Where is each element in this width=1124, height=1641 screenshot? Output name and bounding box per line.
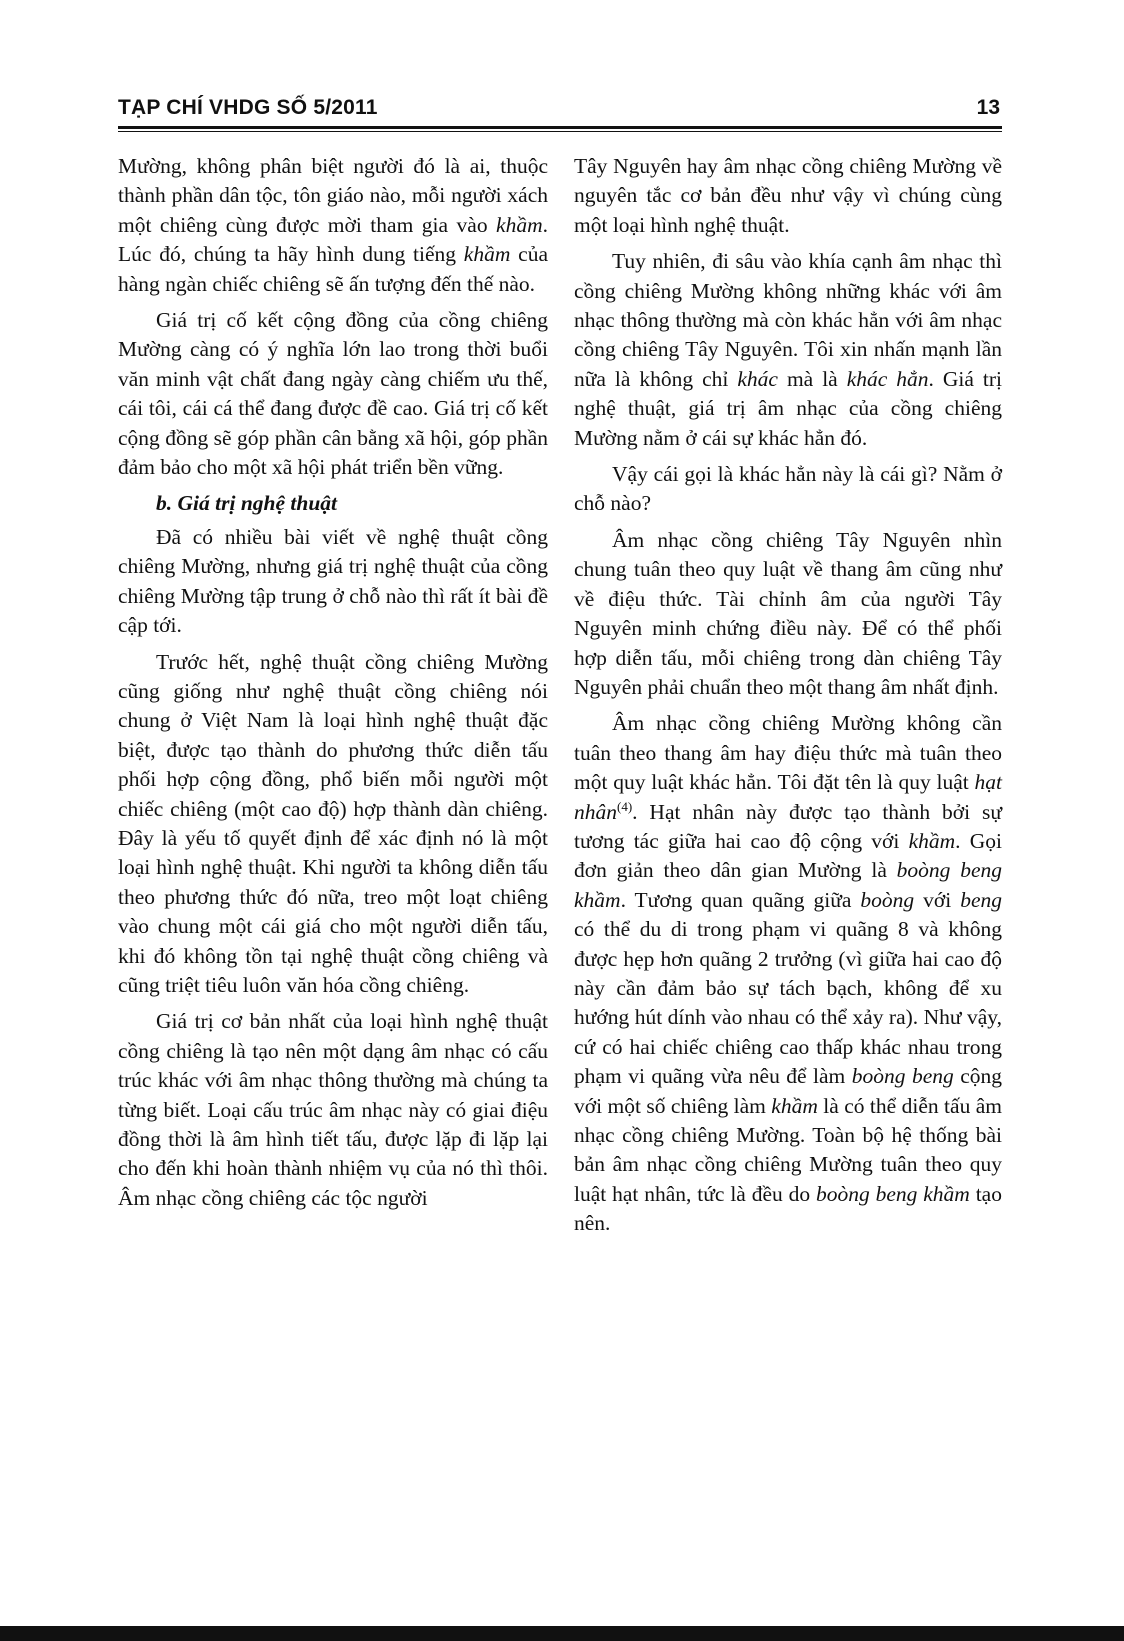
- paragraph: Tuy nhiên, đi sâu vào khía cạnh âm nhạc thì cồng chiêng Mường không những khác với âm nhạc thông thường mà còn khác hẳn với âm nhạc cồng chiêng Tây Nguyên. Tôi xin nhấn mạnh lần nữa là không chỉ khác mà là khác hẳn. Giá trị nghệ thuật, giá trị âm nhạc của cồng chiêng Mường nằm ở cái sự khác hẳn đó.: [574, 249, 1002, 450]
- right-column: [574, 152, 1002, 1246]
- left-column: [118, 152, 548, 1220]
- paragraph: Âm nhạc cồng chiêng Mường không cần tuân theo thang âm hay điệu thức mà tuân theo một quy luật khác hẳn. Tôi đặt tên là quy luật hạt nhân$^{(4)}$. Hạt nhân này được tạo thành bởi sự tương tác giữa hai cao độ cộng với khầm. Gọi đơn giản theo dân gian Mường là boòng beng khầm. Tương quan quãng giữa boòng với beng có thể du di trong phạm vi quãng 8 và không được hẹp hơn quãng 2 trưởng (vì giữa hai cao độ này cần đảm bảo sự tách bạch, không để xu hướng hút dính vào nhau có thể xảy ra). Như vậy, cứ có hai chiếc chiêng cao thấp khác nhau trong phạm vi quãng vừa nêu để làm boòng beng cộng với một số chiêng làm khầm là có thể diễn tấu âm nhạc cồng chiêng Mường. Toàn bộ hệ thống bài bản âm nhạc cồng chiêng Mường tuân theo quy luật hạt nhân, tức là đều do boòng beng khầm tạo nên.: [574, 711, 1002, 1236]
- footnote-ref: (4): [617, 798, 633, 814]
- page-number: 13: [976, 96, 1000, 119]
- paragraph: Trước hết, nghệ thuật cồng chiêng Mường cũng giống như nghệ thuật cồng chiêng nói chung ở Việt Nam là loại hình nghệ thuật đặc biệt, được tạo thành do phương thức diễn tấu phối hợp cộng đồng, phổ biến mỗi người một chiếc chiêng (một cao độ) hợp thành dàn chiêng. Đây là yếu tố quyết định để xác định nó là một loại hình nghệ thuật. Khi người ta không diễn tấu theo phương thức đó nữa, treo một loạt chiêng vào chung một cái giá cho một người diễn tấu, khi đó không tồn tại nghệ thuật cồng chiêng và cũng triệt tiêu luôn văn hóa cồng chiêng.: [118, 649, 548, 997]
- section-heading: b. Giá trị nghệ thuật: [156, 491, 338, 516]
- header-rule-thin: [118, 131, 1002, 132]
- paragraph: Mường, không phân biệt người đó là ai, thuộc thành phần dân tộc, tôn giáo nào, mỗi người xách một chiêng cùng được mời tham gia vào khầm. Lúc đó, chúng ta hãy hình dung tiếng khầm của hàng ngàn chiếc chiêng sẽ ấn tượng đến thế nào.: [118, 154, 548, 296]
- journal-title: TẠP CHÍ VHDG SỐ 5/2011: [118, 96, 378, 119]
- header-rule-thick: [118, 126, 1002, 129]
- scan-edge-band: [0, 1626, 1124, 1641]
- paragraph: Giá trị cố kết cộng đồng của cồng chiêng Mường càng có ý nghĩa lớn lao trong thời buổi văn minh vật chất đang ngày càng chiếm ưu thế, cái tôi, cái cá thể đang được đề cao. Giá trị cố kết cộng đồng sẽ góp phần cân bằng xã hội, góp phần đảm bảo cho một xã hội phát triển bền vững.: [118, 308, 548, 480]
- paragraph: Giá trị cơ bản nhất của loại hình nghệ thuật cồng chiêng là tạo nên một dạng âm nhạc có cấu trúc khác với âm nhạc thông thường mà chúng ta từng biết. Loại cấu trúc âm nhạc này có giai điệu đồng thời là âm hình tiết tấu, được lặp đi lặp lại cho đến khi hoàn thành nhiệm vụ của nó thì thôi. Âm nhạc cồng chiêng các tộc người: [118, 1009, 548, 1210]
- paragraph: Đã có nhiều bài viết về nghệ thuật cồng chiêng Mường, nhưng giá trị nghệ thuật của cồng chiêng Mường tập trung ở chỗ nào thì rất ít bài đề cập tới.: [118, 524, 548, 638]
- paragraph: Vậy cái gọi là khác hẳn này là cái gì? Nằm ở chỗ nào?: [574, 462, 1002, 516]
- paragraph: Tây Nguyên hay âm nhạc cồng chiêng Mường về nguyên tắc cơ bản đều như vậy vì chúng cùng một loại hình nghệ thuật.: [574, 154, 1002, 237]
- paragraph: Âm nhạc cồng chiêng Tây Nguyên nhìn chung tuân theo quy luật về thang âm cũng như về điệu thức. Tài chỉnh âm của người Tây Nguyên minh chứng điều này. Để có thể phối hợp diễn tấu, mỗi chiêng trong dàn chiêng Tây Nguyên phải chuẩn theo một thang âm nhất định.: [574, 527, 1002, 699]
